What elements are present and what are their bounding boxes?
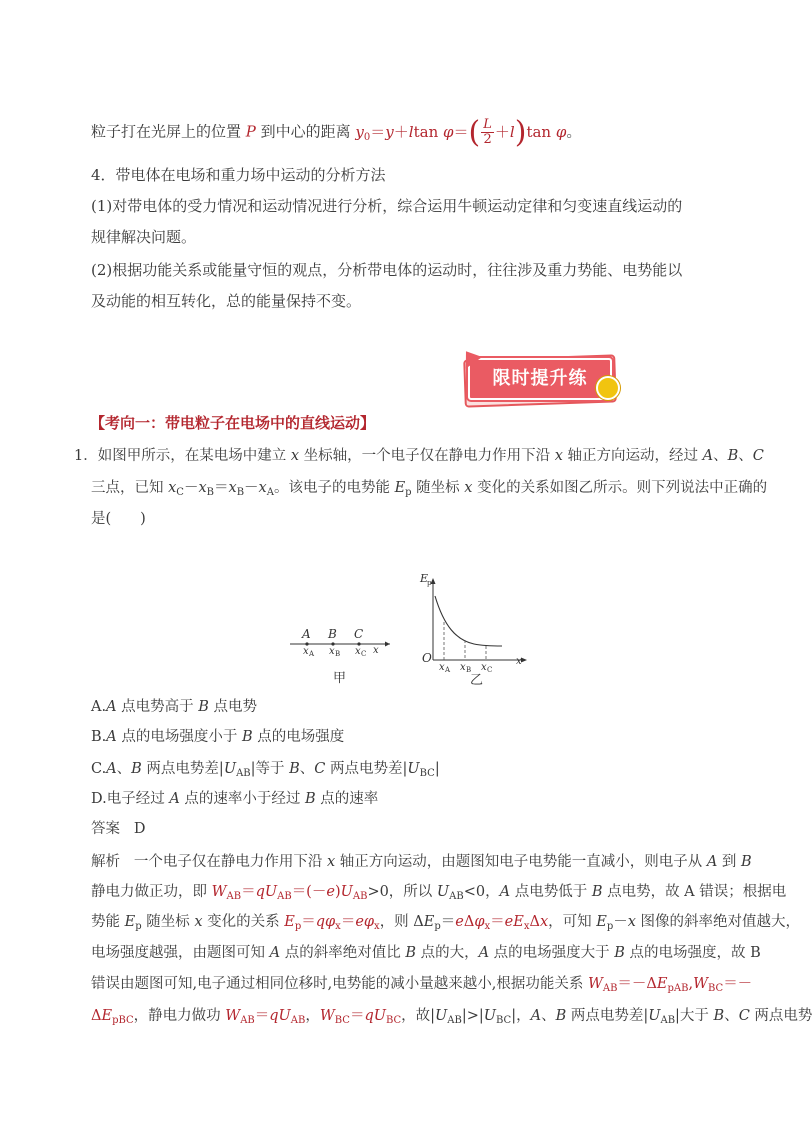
option-C[interactable]: C.A、B 两点电势差$|U_{AB}|$等于 B、C 两点电势差$|U_{BC}|$ <box>91 761 440 779</box>
figure-yi-x-axis-label: x <box>516 656 522 667</box>
question-1-line-1: 1．如图甲所示，在某电场中建立 x 坐标轴，一个电子仅在静电力作用下沿 x 轴正方向运动，经过 A、B、C <box>74 448 764 464</box>
figure-yi-tick-xC: x <box>481 662 487 673</box>
analysis-line-3: 势能 $E_p$ 随坐标 x 变化的关系 $E_p=q\varphi_x=e\varphi_x$，则 $\Delta E_p=e\Delta\varphi_x=eE_x\Delta x$，可知 $E_p-x$ 图像的斜率绝对值越大， <box>91 914 801 932</box>
figure-jia-tick-xB-sub: B <box>335 650 341 658</box>
figure-yi-origin: O <box>422 651 432 665</box>
figure-jia-label-A: A <box>302 627 311 641</box>
figure-yi-tick-xB: x <box>460 662 466 673</box>
analysis-line-5: 错误由题图可知,电子通过相同位移时,电势能的减小量越来越小,根据功能关系 $W_{AB}=-\Delta E_{pAB},W_{BC}=-$ <box>91 976 753 994</box>
figure-yi-Ep-label: E <box>420 572 429 585</box>
figure-jia <box>285 620 395 690</box>
figure-yi-Ep-sub: p <box>427 579 432 587</box>
analysis-line-2: 静电力做正功，即 $W_{AB}=qU_{AB}=(-e)U_{AB}>0$，所以 $U_{AB}<0$，A 点电势低于 B 点电势，故 A 错误；根据电 <box>91 884 787 902</box>
option-B[interactable]: B.A 点的电场强度小于 B 点的电场强度 <box>91 729 345 745</box>
analysis-line-4: 电场强度越强，由题图可知 A 点的斜率绝对值比 B 点的大，A 点的电场强度大于 B 点的电场强度，故 B <box>91 945 761 961</box>
formula-y0: $y_0=y+ltan$ φ＝( $\frac{L}{2}$ ＋l)tan φ <box>355 114 567 150</box>
practice-badge <box>460 350 620 404</box>
answer-value: D <box>133 821 146 837</box>
option-D[interactable]: D.电子经过 A 点的速率小于经过 B 点的速率 <box>91 791 379 807</box>
method-item-2-line-2: 及动能的相互转化，总的能量保持不变。 <box>91 292 362 310</box>
badge-label: 限时提升练 <box>468 358 612 400</box>
figure-jia-caption: 甲 <box>333 671 347 686</box>
answer-line <box>91 819 145 839</box>
paragraph-position-formula: 粒子打在光屏上的位置 P 到中心的距离 $y_0=y+ltan$ φ＝( $\frac{L}{2}$ ＋l)tan φ。 <box>91 114 582 150</box>
fraction-L-over-2: $\frac{L}{2}$ <box>483 117 492 147</box>
section-heading-direction-1: 【考向一：带电粒子在电场中的直线运动】 <box>90 414 376 432</box>
question-1-line-2: 三点，已知 $x_C-x_B=x_B-x_A$。该电子的电势能 $E_p$ 随坐标 x 变化的关系如图乙所示。则下列说法中正确的 <box>91 480 768 498</box>
figure-jia-tick-xB: x <box>329 646 335 657</box>
method-item-1-line-1: (1)对带电体的受力情况和运动情况进行分析，综合运用牛顿运动定律和匀变速直线运动的 <box>91 197 683 215</box>
heading-analysis-method: 4．带电体在电场和重力场中运动的分析方法 <box>91 166 386 184</box>
figure-jia-tick-xC-sub: C <box>361 650 367 658</box>
figure-yi-tick-xB-sub: B <box>466 666 472 674</box>
figure-jia-tick-xA: x <box>303 646 309 657</box>
figure-jia-arrow <box>385 642 390 647</box>
method-item-2-line-1: (2)根据功能关系或能量守恒的观点，分析带电体的运动时，往往涉及重力势能、电势能以 <box>91 261 683 279</box>
figure-jia-label-B: B <box>328 627 337 641</box>
analysis-label: 解析 <box>91 854 120 870</box>
figure-yi-curve <box>435 596 502 646</box>
figure-yi-caption: 乙 <box>470 673 484 688</box>
analysis-line-6: $\Delta E_{pBC}$，静电力做功 $W_{AB}=qU_{AB}$，$W_{BC}=qU_{BC}$，故$|U_{AB}|>|U_{BC}|$，A、B 两点电势差$|U_{AB}|$大于 B、C 两点电势 <box>91 1008 812 1026</box>
answer-label: 答案 <box>91 821 120 837</box>
badge-coin-icon <box>596 376 620 400</box>
figure-jia-tick-xA-sub: A <box>309 650 315 658</box>
figure-jia-label-C: C <box>354 627 364 641</box>
figure-yi-tick-xA-sub: A <box>445 666 451 674</box>
analysis-line-1: 解析 一个电子仅在静电力作用下沿 x 轴正方向运动，由题图知电子电势能一直减小，则电子从 A 到 B <box>91 854 752 870</box>
question-1-line-3: 是( ) <box>91 511 146 527</box>
figure-yi-tick-xC-sub: C <box>487 666 493 674</box>
option-A[interactable]: A.A 点电势高于 B 点电势 <box>91 699 258 715</box>
figure-yi-x-arrow <box>521 658 527 663</box>
figure-jia-x-axis-label: x <box>373 645 379 656</box>
method-item-1-line-2: 规律解决问题。 <box>91 228 197 246</box>
figure-yi-tick-xA: x <box>439 662 445 673</box>
figure-yi <box>410 568 535 690</box>
figure-jia-tick-xC: x <box>355 646 361 657</box>
